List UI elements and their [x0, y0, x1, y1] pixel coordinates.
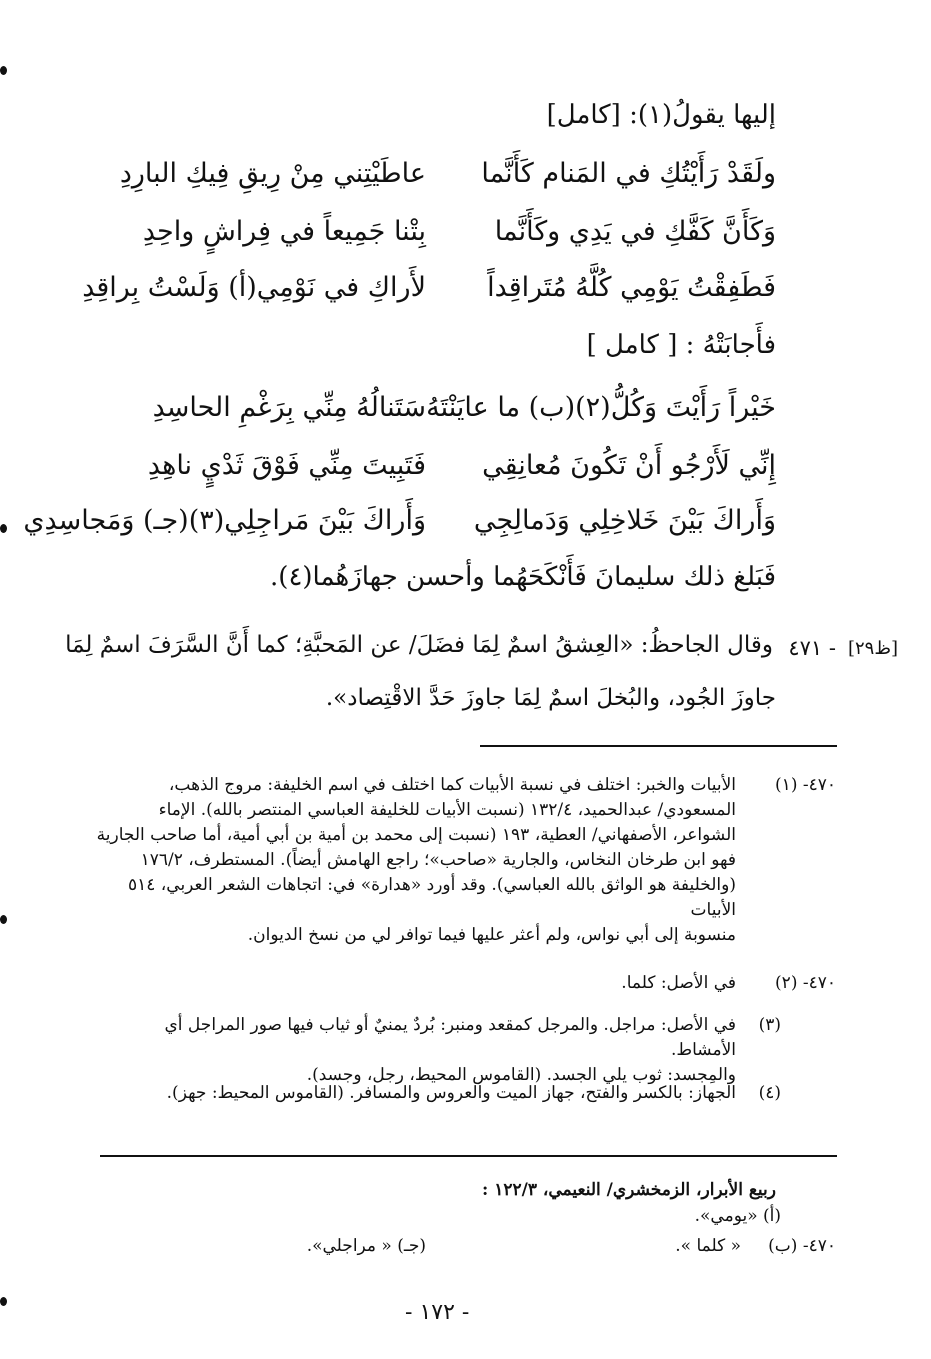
- verse-3-hemistich-left: لأَراكِ في نَوْمِي(أ) وَلَسْتُ بِراقِدِ: [82, 272, 426, 303]
- footnote-2-text: [136, 971, 736, 996]
- footnote-1-line-1: الأبيات والخبر: اختلف في نسبة الأبيات كما اختلف في اسم الخليفة: مروج الذهب،: [168, 775, 736, 795]
- footnote-2-label: ٤٧٠- (٢): [775, 973, 836, 993]
- verse-6-hemistich-left: وَأَراكَ بَيْنَ مَراجِلِي(٣)(جـ) وَمَجاسِدِي: [23, 505, 426, 536]
- answer-intro: فأَجابَتْهُ : [ كامل ]: [586, 330, 776, 360]
- intro-line: إليها يقولُ(١): [كامل]: [546, 100, 776, 130]
- variant-a: (أ) «يومي».: [694, 1206, 781, 1226]
- margin-dot-top: [0, 66, 7, 75]
- entry-number-471: ٤٧١ -: [788, 636, 836, 660]
- footnote-3-line-1: في الأصل: مراجل. والمرجل كمقعد ومنبر: بُردٌ يمنيٌ أو ثياب فيها صور المراجل أي الأمشاط.: [164, 1015, 736, 1060]
- variant-b: « كلما ».: [675, 1236, 741, 1256]
- margin-dot-bottom: [0, 1297, 7, 1306]
- footnote-2-line-1: في الأصل: كلما.: [621, 973, 736, 993]
- verse-5-hemistich-right: إِنِّي لَأَرْجُو أَنْ تَكُونَ مُعانِقِي: [482, 450, 776, 481]
- verse-2-hemistich-right: وَكَأَنَّ كَفَّكِ في يَدِي وكَأَنَّما: [494, 216, 776, 247]
- variant-c: (جـ) « مراجلي».: [306, 1236, 426, 1256]
- footnote-3-label: (٣): [758, 1015, 781, 1035]
- verse-2-hemistich-left: بِتْنا جَمِيعاً في فِراشٍ واحِدِ: [142, 216, 426, 247]
- verse-5-hemistich-left: فَتَبِيتَ مِنِّي فَوْقَ ثَدْيٍ ناهِدِ: [147, 450, 426, 481]
- footnote-separator: [480, 745, 837, 747]
- verse-6-hemistich-right: وَأَراكَ بَيْنَ خَلاخِلِي وَدَمالِجِي: [473, 505, 776, 536]
- closing-line: فَبَلغ ذلك سليمانَ فَأَنْكَحَهُما وأحسن جهازَهُما(٤).: [270, 562, 776, 592]
- footnote-1-line-4: فهو ابن طرخان النخاس، والجارية «صاحب»؛ راجع الهامش أيضاً). المستطرف، ١٧٦/٢: [140, 850, 736, 870]
- footnote-1-line-5: (والخليفة هو الواثق بالله العباسي). وقد أورد «هدارة» في: اتجاهات الشعر العربي، ٥١٤ الأبيات: [127, 875, 736, 920]
- verse-3-hemistich-right: فَطَفِقْتُ يَوْمِي كُلَّهُ مُتَراقِداً: [487, 272, 776, 303]
- variants-separator: [100, 1155, 837, 1157]
- footnote-1-line-6: منسوبة إلى أبي نواس، ولم أعثر عليها فيما توافر لي من نسخ الديوان.: [247, 925, 736, 945]
- variant-b-label: ٤٧٠- (ب): [768, 1236, 836, 1256]
- footnote-1-line-3: الشواعر، الأصفهاني/ العطية، ١٩٣ (نسبت إلى محمد بن أمية بن أبي أمية، أما صاحب الجارية: [96, 825, 736, 845]
- footnote-1-label: ٤٧٠- (١): [775, 775, 836, 795]
- verse-4-hemistich-left: سَتَنالُهُ مِنِّي بِرَغْمِ الحاسِدِ: [152, 392, 426, 423]
- verse-4-hemistich-right: خَيْراً رَأَيْتَ وَكُلُّ(٢)(ب) ما عايَنْتَهُ: [426, 392, 776, 423]
- verse-1-hemistich-right: ولَقَدْ رَأَيْتُكِ في المَنام كَأَنَّما: [481, 158, 776, 189]
- page-number: - ١٧٢ -: [405, 1300, 470, 1325]
- footnote-3-line-2: والمِجسد: ثوب يلي الجسد. (القاموس المحيط، رجل، وجسد).: [306, 1065, 736, 1085]
- variants-source: ربيع الأبرار، الزمخشري/ النعيمي، ١٢٢/٣ :: [482, 1180, 776, 1200]
- margin-dot-lower: [0, 915, 7, 924]
- margin-folio-marker: [ظ٢٩]: [847, 638, 898, 659]
- footnote-1-line-2: المسعودي/ عبدالحميد، ١٣٢/٤ (نسبت الأبيات للخليفة العباسي المنتصر بالله). الإماء: [158, 800, 736, 820]
- footnote-4-line-1: الجهاز: بالكسر والفتح، جهاز الميت والعروس والمسافر. (القاموس المحيط: جهز).: [166, 1083, 736, 1103]
- footnote-1-text: [96, 773, 736, 948]
- footnote-3-text: [96, 1013, 736, 1088]
- footnote-4-text: [96, 1081, 736, 1106]
- verse-1-hemistich-left: عاطَيْتِني مِنْ رِيقِ فِيكِ البارِدِ: [119, 158, 426, 189]
- entry-471-line-1: وقال الجاحظُ: «العِشقُ اسمٌ لِمَا فضَلَ/ عن المَحبَّةِ؛ كما أَنَّ السَّرَفَ اسمٌ لِمَا: [65, 632, 773, 658]
- footnote-4-label: (٤): [758, 1083, 781, 1103]
- margin-dot-middle: [0, 524, 7, 533]
- entry-471-line-2: جاوزَ الجُود، والبُخلَ اسمٌ لِمَا جاوزَ حَدَّ الاقْتِصاد».: [325, 685, 776, 711]
